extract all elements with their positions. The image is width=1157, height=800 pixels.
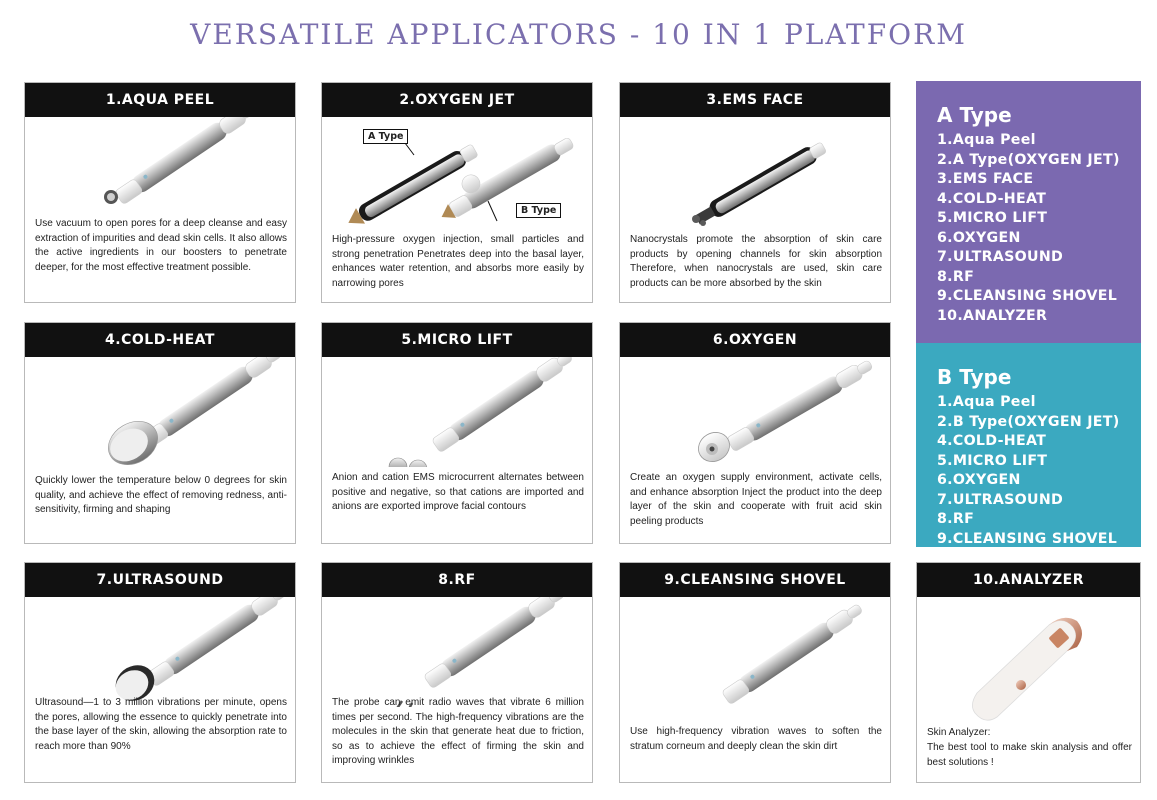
b-type-list xyxy=(937,393,1141,549)
card-heading: 9.CLEANSING SHOVEL xyxy=(620,563,890,597)
oxygen-jet-device-image xyxy=(322,117,592,216)
card-aqua-peel xyxy=(24,82,296,303)
a-type-list xyxy=(937,131,1141,326)
card-description: High-pressure oxygen injection, small particles and strong penetration Penetrates deep into the basal layer, enhances water retention, and absorbs more easily by narrowing pores xyxy=(332,234,584,289)
card-heading: 5.MICRO LIFT xyxy=(322,323,592,357)
card-heading: 10.ANALYZER xyxy=(917,563,1140,597)
card-rf xyxy=(321,562,593,783)
list-item: 2.B Type(OXYGEN JET) xyxy=(937,413,1120,430)
list-item: 6.OXYGEN xyxy=(937,229,1021,246)
aqua-peel-device-image xyxy=(25,117,295,213)
ems-face-device-image xyxy=(620,117,890,213)
card-description: Use vacuum to open pores for a deep cleanse and easy extraction of impurities and dead skin cells. It also allows the active ingredients in our boosters to penetrate deeper, for the most effective treatment possible. xyxy=(35,218,287,273)
card-description: Anion and cation EMS microcurrent alternates between positive and negative, so that cations are imported and anions are exported improve facial contours xyxy=(332,472,584,512)
list-item: 7.ULTRASOUND xyxy=(937,249,1064,265)
card-analyzer xyxy=(916,562,1141,783)
list-item: 4.COLD-HEAT xyxy=(937,433,1047,449)
card-description: The best tool to make skin analysis and offer best solutions ! xyxy=(927,742,1132,768)
rf-device-image xyxy=(322,597,592,693)
card-ultrasound xyxy=(24,562,296,783)
list-item: 7.ULTRASOUND xyxy=(937,491,1064,508)
list-item: 6.OXYGEN xyxy=(937,472,1021,488)
card-heading: 4.COLD-HEAT xyxy=(25,323,295,357)
card-description: Ultrasound—1 to 3 million vibrations per minute, opens the pores, allowing the essence to quickly penetrate into the base layer of the skin, allowing the absorption rate to reach more than 90% xyxy=(35,697,287,752)
page-title: VERSATILE APPLICATORS - 10 IN 1 PLATFORM xyxy=(190,18,967,51)
label-b-type: B Type xyxy=(516,203,561,218)
label-a-type: A Type xyxy=(363,129,408,144)
a-type-title: A Type xyxy=(937,103,1012,127)
card-cleansing-shovel xyxy=(619,562,891,783)
list-item: 9.CLEANSING SHOVEL xyxy=(937,288,1118,304)
list-item: 9.CLEANSING SHOVEL xyxy=(937,530,1118,547)
list-item: 10.ANALYZER xyxy=(937,307,1048,324)
cold-heat-device-image xyxy=(25,357,295,453)
card-description: The probe can emit radio waves that vibrate 6 million times per second. The high-frequency vibrations are the molecules in the skin that generate heat due to friction, so as to achieve the effect of firming the skin and improving wrinkles xyxy=(332,697,584,766)
list-item: 8.RF xyxy=(937,511,975,527)
card-heading: 2.OXYGEN JET xyxy=(322,83,592,117)
card-heading: 7.ULTRASOUND xyxy=(25,563,295,597)
cleansing-shovel-device-image xyxy=(620,597,890,693)
micro-lift-device-image xyxy=(322,357,592,453)
b-type-panel xyxy=(916,343,1141,547)
card-description: Use high-frequency vibration waves to soften the stratum corneum and deeply clean the skin dirt xyxy=(630,726,882,752)
list-item: 3.EMS FACE xyxy=(937,171,1034,187)
a-type-panel xyxy=(916,81,1141,343)
card-heading: 1.AQUA PEEL xyxy=(25,83,295,117)
card-heading: 3.EMS FACE xyxy=(620,83,890,117)
analyzer-device-image xyxy=(917,597,1140,693)
card-description: Quickly lower the temperature below 0 degrees for skin quality, and achieve the effect of removing redness, anti-sensitivity, firming and shaping xyxy=(35,475,287,515)
card-cold-heat xyxy=(24,322,296,544)
list-item: 4.COLD-HEAT xyxy=(937,190,1047,207)
list-item: 1.Aqua Peel xyxy=(937,394,1036,410)
card-micro-lift xyxy=(321,322,593,544)
list-item: 1.Aqua Peel xyxy=(937,132,1036,148)
list-item: 8.RF xyxy=(937,268,975,285)
card-oxygen-jet xyxy=(321,82,593,303)
card-description: Nanocrystals promote the absorption of skin care products by opening channels for skin absorption Therefore, when nanocrystals are used, skin care products can be more absorbed by the skin xyxy=(630,234,882,289)
analyzer-title: Skin Analyzer: xyxy=(927,727,991,738)
card-description: Create an oxygen supply environment, activate cells, and enhance absorption Inject the product into the deep layer of the skin and cooperate with fruit acid skin peeling products xyxy=(630,472,882,527)
list-item: 5.MICRO LIFT xyxy=(937,452,1048,469)
card-oxygen xyxy=(619,322,891,544)
list-item: 5.MICRO LIFT xyxy=(937,210,1048,226)
card-ems-face xyxy=(619,82,891,303)
card-heading: 6.OXYGEN xyxy=(620,323,890,357)
oxygen-device-image xyxy=(620,357,890,453)
b-type-title: B Type xyxy=(937,365,1012,389)
list-item: 2.A Type(OXYGEN JET) xyxy=(937,151,1120,168)
ultrasound-device-image xyxy=(25,597,295,693)
card-heading: 8.RF xyxy=(322,563,592,597)
